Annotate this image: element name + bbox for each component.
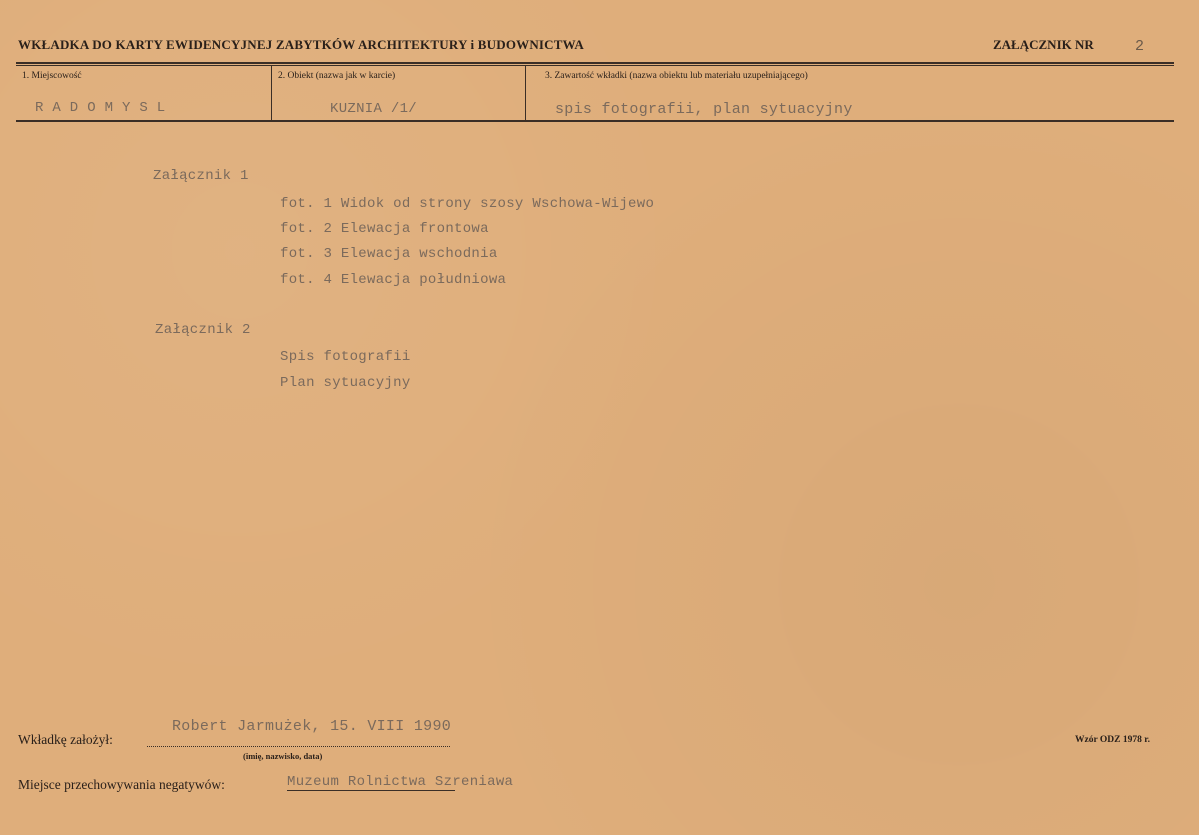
attachment-number-label: ZAŁĄCZNIK NR <box>993 37 1094 52</box>
zawartosc-value: spis fotografii, plan sytuacyjny <box>555 101 853 118</box>
obiekt-value: KUZNIA /1/ <box>330 101 418 117</box>
header-rule-top <box>16 62 1174 64</box>
zalozyl-line <box>147 746 450 747</box>
zalozyl-label: Wkładkę założył: <box>18 732 113 747</box>
zalacznik2-item: Spis fotografii <box>280 349 411 365</box>
form-title: WKŁADKA DO KARTY EWIDENCYJNEJ ZABYTKÓW ARCHITEKTURY i BUDOWNICTWA <box>18 37 584 52</box>
zalozyl-value: Robert Jarmużek, 15. VIII 1990 <box>172 718 452 735</box>
column-divider-1 <box>271 66 272 121</box>
fields-rule <box>16 120 1174 122</box>
przechowywanie-value: Muzeum Rolnictwa Szreniawa <box>287 774 514 790</box>
zalacznik1-title: Załącznik 1 <box>153 168 249 184</box>
zalacznik1-item: fot. 1 Widok od strony szosy Wschowa-Wijewo <box>280 196 655 212</box>
zalacznik1-item: fot. 4 Elewacja południowa <box>280 272 507 288</box>
zalozyl-caption: (imię, nazwisko, data) <box>243 751 323 761</box>
column-divider-2 <box>525 66 526 121</box>
zalacznik1-item: fot. 3 Elewacja wschodnia <box>280 246 498 262</box>
zalacznik2-item: Plan sytuacyjny <box>280 375 411 391</box>
obiekt-label: 2. Obiekt (nazwa jak w karcie) <box>278 71 396 81</box>
zalacznik1-item: fot. 2 Elewacja frontowa <box>280 221 489 237</box>
header-rule-bottom <box>16 65 1174 66</box>
przechowywanie-underline <box>287 790 455 791</box>
zawartosc-label: 3. Zawartość wkładki (nazwa obiektu lub materiału uzupełniającego) <box>545 71 808 81</box>
attachment-number-value: 2 <box>1135 38 1145 55</box>
miejscowosc-label: 1. Miejscowość <box>22 71 82 81</box>
przechowywanie-label: Miejsce przechowywania negatywów: <box>18 777 225 792</box>
form-template-code: Wzór ODZ 1978 r. <box>1075 735 1150 745</box>
zalacznik2-title: Załącznik 2 <box>155 322 251 338</box>
miejscowosc-value: RADOMYSL <box>35 100 175 116</box>
